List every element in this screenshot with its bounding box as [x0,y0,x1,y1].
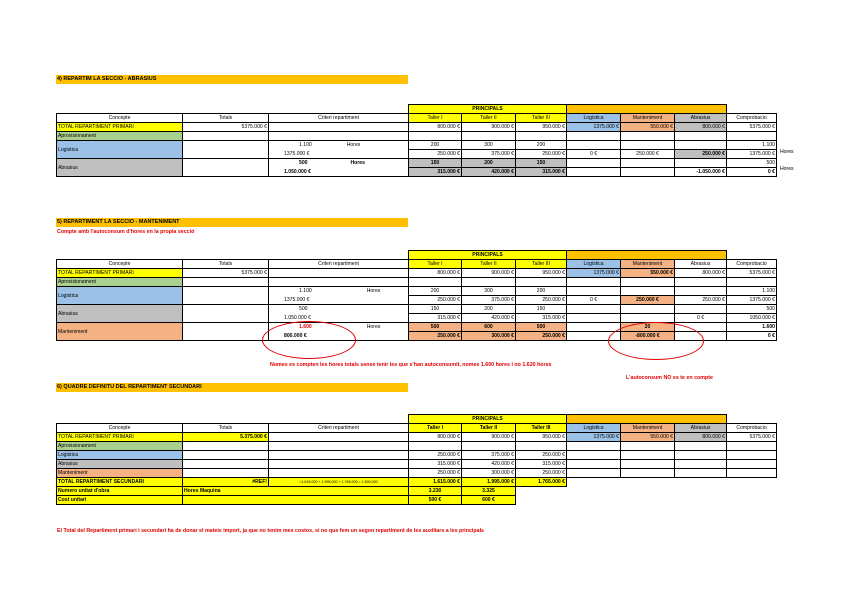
cell: 1375.000 € [727,150,777,159]
col-abrasius: Abrasius [675,114,727,123]
formula-cell: =1.615.000 + 1.995.000 + 1.765.000 = 1.500.000 [269,478,409,487]
col-criteri: Criteri repartiment [269,260,409,269]
cell: 500 [409,323,462,332]
col-criteri: Criteri repartiment [269,424,409,433]
col-taller-3: Taller III [516,260,567,269]
col-logistica: Logistica [567,260,621,269]
section-5-note: Compte amb l'autoconsum d'hores en la propia secció [57,229,195,235]
col-totals: Totals [183,424,269,433]
col-concepte: Concepte [57,114,183,123]
table-abrasius [56,104,777,177]
cell: 250.000 € [621,296,675,305]
col-taller-3: Taller III [516,424,567,433]
principals-header: PRINCIPALS [409,415,567,424]
cell: 1.995.000 € [462,478,516,487]
cell: 0 € [567,296,621,305]
cell: 375.000 € [462,150,516,159]
criteria-value: 1375.000 € [269,150,409,159]
cell: 1375.000 € [567,123,621,132]
cell: 200 [462,159,516,168]
note-autoconsum: L'autoconsum NO es te en compte [626,375,713,381]
hores-label: Hores [780,149,794,155]
cell: 0 € [675,314,727,323]
cell: 800.000 € [675,123,727,132]
cell: 800.000 € [675,269,727,278]
row-label: Cost unitari [57,496,183,505]
criteria-value: 500 Hores [269,159,409,168]
cell: 200 [516,287,567,296]
principals-header: PRINCIPALS [409,105,567,114]
col-comprobacio: Comprobacio [727,424,777,433]
row-label: Abrasius [57,460,183,469]
cell: 315.000 € [516,314,567,323]
cell: 315.000 € [516,168,567,177]
col-concepte: Concepte [57,260,183,269]
row-label: Logistica [57,141,183,159]
cell: 800.000 € [409,433,462,442]
col-manteniment: Manteniment [621,424,675,433]
cell: 1375.000 € [567,433,621,442]
row-label: TOTAL REPARTIMENT PRIMARI [57,123,183,132]
note-total: El Total del Repartiment primari i secundari ha de donar el mateix import, ja que no tenim mes costos, si no que fem un segon repartiment de les auxiliars a les principals [57,528,485,534]
cell: 1375.000 € [727,296,777,305]
cell: -800.000 € [621,332,675,341]
cell: 0 € [567,150,621,159]
cell: 950.000 € [516,433,567,442]
col-taller-2: Taller II [462,114,516,123]
cell: 250.000 € [621,150,675,159]
cell: 150 [409,305,462,314]
row-label: Aprovisionament [57,278,183,287]
cell: 250.000 € [409,469,462,478]
cell: 5.375.000 € [183,433,269,442]
col-manteniment: Manteniment [621,260,675,269]
hores-label: Hores [780,166,794,172]
cell: #REF! [183,478,269,487]
cell: 3.325 [462,487,516,496]
cell: 550.000 € [621,269,675,278]
cell: 1050.000 € [727,314,777,323]
col-taller-3: Taller III [516,114,567,123]
cell: 200 [409,141,462,150]
row-label: Aprovisionament [57,132,183,141]
col-abrasius: Abrasius [675,260,727,269]
cell: 5375.000 € [183,269,269,278]
row-label: TOTAL REPARTIMENT PRIMARI [57,433,183,442]
cell: 315.000 € [409,460,462,469]
row-label: Abrasius [57,305,183,323]
row-label: Aprovisionament [57,442,183,451]
cell: 250.000 € [516,451,567,460]
col-logistica: Logistica [567,114,621,123]
cell: 550.000 € [621,123,675,132]
col-logistica: Logistica [567,424,621,433]
col-abrasius: Abrasius [675,424,727,433]
cell: 200 [516,141,567,150]
cell: 900.000 € [462,123,516,132]
cell: 150 [409,159,462,168]
cell: 5375.000 € [727,123,777,132]
cell: 3.230 [409,487,462,496]
cell: 500 [516,323,567,332]
cell: 1.600 [727,323,777,332]
cell: 5375.000 € [727,433,777,442]
cell: 250.000 € [409,150,462,159]
cell: 550.000 € [621,433,675,442]
row-label: Numero unitat d'obra [57,487,183,496]
col-taller-1: Taller I [409,424,462,433]
cell: 420.000 € [462,168,516,177]
cell: 315.000 € [516,460,567,469]
cell: 20 [621,323,675,332]
cell: 800.000 € [675,433,727,442]
cell: 900.000 € [462,433,516,442]
highlight-circle [608,322,704,360]
cell: 300.000 € [462,469,516,478]
cell: 250.000 € [516,469,567,478]
cell: 800.000 € [409,269,462,278]
row-label: Logistica [57,451,183,460]
col-taller-1: Taller I [409,114,462,123]
cell: 500 [727,305,777,314]
cell: 1.615.000 € [409,478,462,487]
col-comprobacio: Comprobacio [727,114,777,123]
cell: 300 [462,287,516,296]
row-label: Abrasius [57,159,183,177]
cell: 600 € [462,496,516,505]
cell: 950.000 € [516,123,567,132]
cell: 250.000 € [516,332,567,341]
cell: 1.100 [727,141,777,150]
col-taller-1: Taller I [409,260,462,269]
cell: 250.000 € [409,451,462,460]
cell: 375.000 € [462,296,516,305]
cell: 500 [727,159,777,168]
cell: 250.000 € [675,150,727,159]
cell: 1.765.000 € [516,478,567,487]
criteria-value: 1.050.000 € [269,168,409,177]
cell: 250.000 € [516,296,567,305]
criteria-value: 1375.000 € [269,296,409,305]
cell: 315.000 € [409,168,462,177]
cell: 1.100 [727,287,777,296]
cell: 950.000 € [516,269,567,278]
criteria-value: 1.100 Hores [269,141,409,150]
cell: 5375.000 € [183,123,269,132]
cell: 375.000 € [462,451,516,460]
criteria-value: 500 [269,305,409,314]
criteria-value: 1.050.000 € [269,314,409,323]
cell: 0 € [727,332,777,341]
row-label: Manteniment [57,323,183,341]
row-label: Logistica [57,287,183,305]
principals-header: PRINCIPALS [409,251,567,260]
col-totals: Totals [183,114,269,123]
cell: 250.000 € [409,296,462,305]
cell: 250.000 € [516,150,567,159]
cell: 420.000 € [462,460,516,469]
cell: 500 € [409,496,462,505]
cell: 900.000 € [462,269,516,278]
cell: 5375.000 € [727,269,777,278]
cell: 300 [462,141,516,150]
cell: 200 [409,287,462,296]
cell: 420.000 € [462,314,516,323]
col-totals: Totals [183,260,269,269]
cell: 800.000 € [409,123,462,132]
cell: 1375.000 € [567,269,621,278]
criteria-value: 1.100 Hores [269,287,409,296]
cell: 250.000 € [409,332,462,341]
cell: 150 [516,305,567,314]
cell: 250.000 € [675,296,727,305]
cell: 150 [516,159,567,168]
row-label: Manteniment [57,469,183,478]
table-quadre-definitiu [56,414,777,505]
cell: -1.050.000 € [675,168,727,177]
criteria-value: 1.600 Hores [269,323,409,332]
highlight-circle [262,321,356,359]
col-manteniment: Manteniment [621,114,675,123]
note-hores: Nomes es compten les hores totals sense tenir les que s'han autoconsumit, nomes 1.600 hores i no 1.620 hores [270,362,552,368]
section-5-title: 5) REPARTIMENT LA SECCIO - MANTENIMENT [56,218,408,227]
col-taller-2: Taller II [462,424,516,433]
col-taller-2: Taller II [462,260,516,269]
cell: 0 € [727,168,777,177]
cell: 315.000 € [409,314,462,323]
cell: 300.000 € [462,332,516,341]
row-label: TOTAL REPARTIMENT SECUNDARI [57,478,183,487]
row-label: TOTAL REPARTIMENT PRIMARI [57,269,183,278]
section-6-title: 6) QUADRE DEFINITU DEL REPARTIMENT SECUNDARI [56,383,408,392]
col-concepte: Concepte [57,424,183,433]
cell: 200 [462,305,516,314]
cell: 600 [462,323,516,332]
col-criteri: Criteri repartiment [269,114,409,123]
section-4-title: 4) REPARTIM LA SECCIO - ABRASIUS [56,75,408,84]
col-comprobacio: Comprobacio [727,260,777,269]
criteria-value: 800.000 € [269,332,409,341]
cell: Hores Maquina [183,487,409,496]
